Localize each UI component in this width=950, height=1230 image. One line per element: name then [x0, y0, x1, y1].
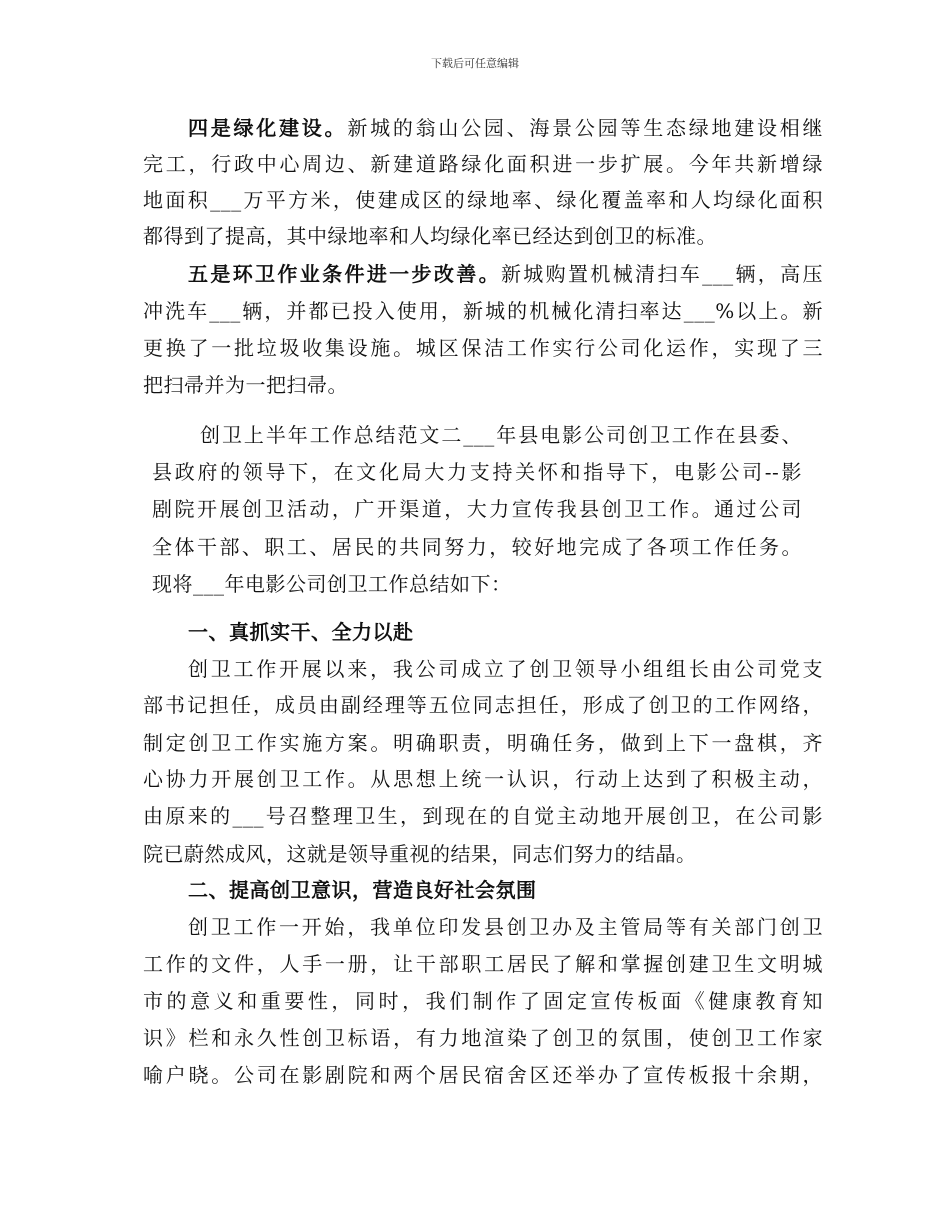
paragraph-5-line-1: 创卫工作一开始，我单位印发县创卫办及主管局等有关部门创卫: [188, 915, 823, 939]
paragraph-5-line-3: 市的意义和重要性，同时，我们制作了固定宣传板面《健康教育知: [143, 989, 823, 1013]
paragraph-2-line-2: 冲洗车___辆，并都已投入使用，新城的机械化清扫率达___%以上。新: [143, 299, 823, 323]
paragraph-3-line-3: 剧院开展创卫活动，广开渠道，大力宣传我县创卫工作。通过公司: [152, 497, 802, 521]
paragraph-4-line-4: 心协力开展创卫工作。从思想上统一认识，行动上达到了积极主动，: [143, 767, 823, 791]
paragraph-1-line-4: 都得到了提高，其中绿地率和人均绿化率已经达到创卫的标准。: [143, 224, 717, 248]
paragraph-2-line-3: 更换了一批垃圾收集设施。城区保洁工作实行公司化运作，实现了三: [143, 336, 823, 360]
paragraph-3-line-1: 创卫上半年工作总结范文二___年县电影公司创卫工作在县委、: [200, 423, 802, 447]
section-heading-1: 一、真抓实干、全力以赴: [188, 620, 414, 644]
paragraph-1-line-2: 完工，行政中心周边、新建道路绿化面积进一步扩展。今年共新增绿: [143, 152, 823, 176]
paragraph-2-line-1-text: 新城购置机械清扫车___辆，高压: [500, 262, 824, 286]
paragraph-4-line-2: 部书记担任，成员由副经理等五位同志担任，形成了创卫的工作网络，: [143, 693, 823, 717]
paragraph-1-lead: 四是绿化建设。: [188, 116, 348, 140]
paragraph-2-line-1: [188, 262, 823, 286]
paragraph-5-line-2: 工作的文件，人手一册，让干部职工居民了解和掌握创建卫生文明城: [143, 952, 823, 976]
header-note: 下载后可任意编辑: [431, 57, 519, 70]
paragraph-2-line-4: 把扫帚并为一把扫帚。: [143, 373, 348, 397]
paragraph-1-line-1: [188, 116, 823, 140]
paragraph-4-line-6: 院已蔚然成风，这就是领导重视的结果，同志们努力的结晶。: [143, 842, 697, 866]
paragraph-1-line-1-text: 新城的翁山公园、海景公园等生态绿地建设相继: [347, 116, 824, 140]
paragraph-4-line-3: 制定创卫工作实施方案。明确职责，明确任务，做到上下一盘棋，齐: [143, 731, 823, 755]
paragraph-5-line-4: 识》栏和永久性创卫标语，有力地渲染了创卫的氛围，使创卫工作家: [143, 1026, 823, 1050]
paragraph-4-line-5: 由原来的___号召整理卫生，到现在的自觉主动地开展创卫，在公司影: [143, 804, 823, 828]
paragraph-3-line-5: 现将___年电影公司创卫工作总结如下：: [152, 572, 512, 596]
paragraph-5-line-5: 喻户晓。公司在影剧院和两个居民宿舍区还举办了宣传板报十余期，: [143, 1063, 823, 1087]
paragraph-2-lead: 五是环卫作业条件进一步改善。: [188, 262, 501, 286]
paragraph-1-line-3: 地面积___万平方米，使建成区的绿地率、绿化覆盖率和人均绿化面积: [143, 188, 823, 212]
section-heading-2: 二、提高创卫意识，营造良好社会氛围: [188, 878, 537, 902]
paragraph-4-line-1: 创卫工作开展以来，我公司成立了创卫领导小组组长由公司党支: [188, 657, 823, 681]
paragraph-3-line-2: 县政府的领导下，在文化局大力支持关怀和指导下，电影公司--影: [152, 460, 802, 484]
paragraph-3-line-4: 全体干部、职工、居民的共同努力，较好地完成了各项工作任务。: [152, 535, 802, 559]
